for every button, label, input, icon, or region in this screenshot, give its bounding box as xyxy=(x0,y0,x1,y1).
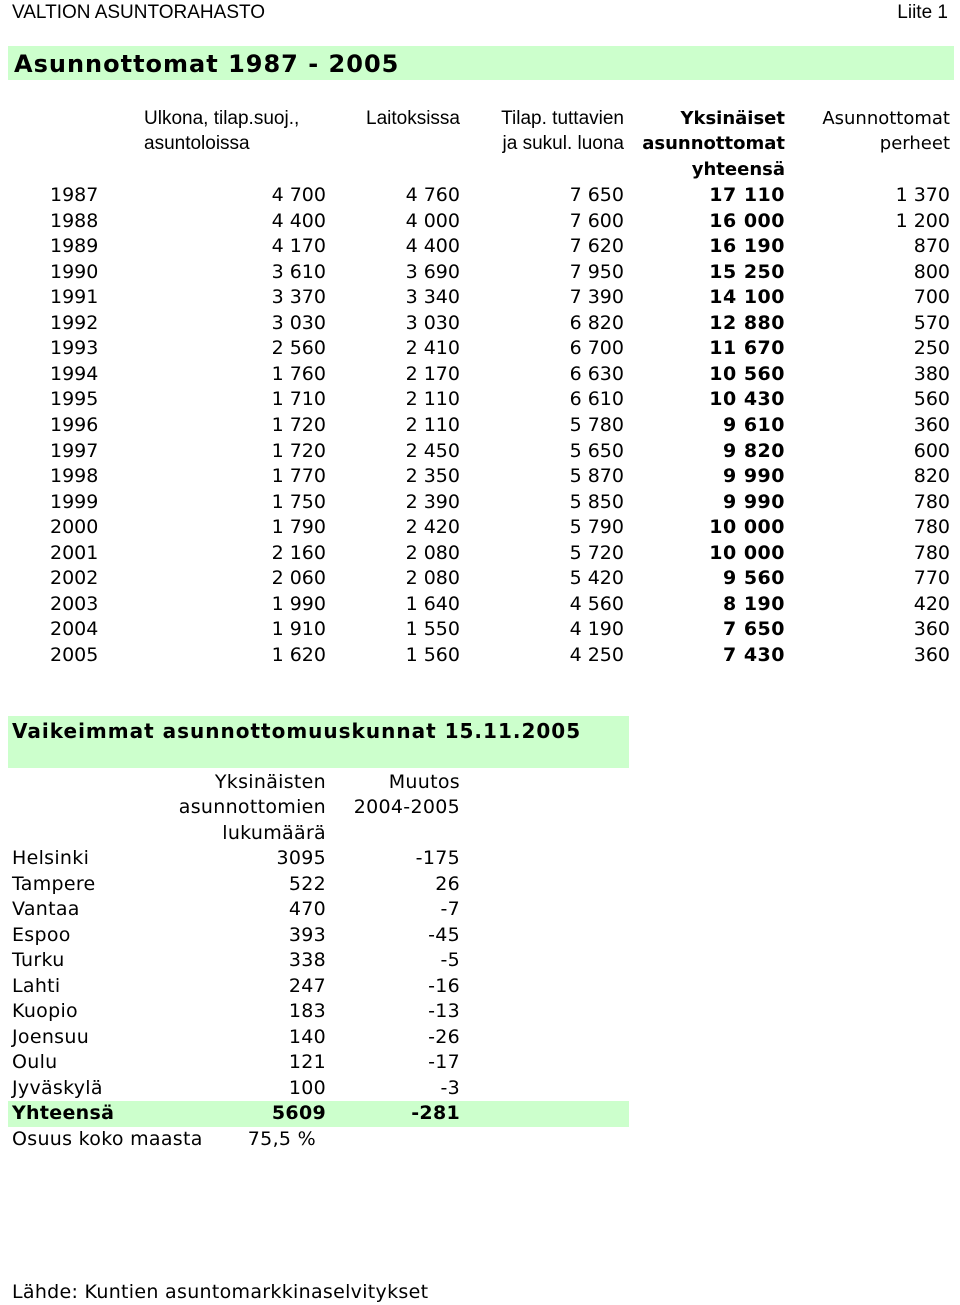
year-cell: 1998 xyxy=(50,465,99,488)
change-cell: -13 xyxy=(428,1000,460,1022)
count-cell: 522 xyxy=(288,872,326,895)
col-relatives-line2: ja sukul. luona xyxy=(502,133,624,154)
single-total-cell: 15 250 xyxy=(709,260,785,283)
col-count-line1: Yksinäisten xyxy=(214,771,326,793)
outdoors-cell: 1 710 xyxy=(271,388,326,411)
table-row xyxy=(0,516,960,541)
year-cell: 2005 xyxy=(50,643,99,666)
institutions-cell: 2 350 xyxy=(405,465,460,488)
families-cell: 380 xyxy=(913,362,950,385)
outdoors-cell: 1 990 xyxy=(271,592,326,615)
relatives-cell: 4 560 xyxy=(569,592,624,615)
institutions-cell: 4 000 xyxy=(405,209,460,232)
table-row xyxy=(0,542,960,567)
list-item xyxy=(0,1051,640,1076)
list-item xyxy=(0,1026,640,1051)
count-cell: 3095 xyxy=(276,847,326,869)
organization-name: VALTION ASUNTORAHASTO xyxy=(12,2,266,23)
families-cell: 780 xyxy=(913,490,950,513)
relatives-cell: 5 870 xyxy=(569,465,624,488)
col-single-line3: yhteensä xyxy=(691,159,785,180)
table-row xyxy=(0,210,960,235)
relatives-cell: 5 790 xyxy=(569,516,624,539)
change-cell: -45 xyxy=(428,923,460,946)
city-cell: Jyväskylä xyxy=(12,1076,103,1099)
col-single-line1: Yksinäiset xyxy=(680,108,785,129)
institutions-cell: 3 690 xyxy=(405,260,460,283)
relatives-cell: 7 390 xyxy=(569,286,624,309)
single-total-cell: 9 820 xyxy=(723,439,785,462)
city-cell: Lahti xyxy=(12,974,61,997)
outdoors-cell: 1 750 xyxy=(271,490,326,513)
families-cell: 700 xyxy=(913,286,950,309)
count-cell: 247 xyxy=(288,974,326,997)
outdoors-cell: 1 620 xyxy=(271,643,326,666)
families-cell: 360 xyxy=(913,643,950,666)
table-row xyxy=(0,567,960,592)
change-cell: -5 xyxy=(440,949,460,971)
total-label: Yhteensä xyxy=(12,1102,115,1124)
single-total-cell: 16 190 xyxy=(709,235,785,258)
table1-title: Asunnottomat 1987 - 2005 xyxy=(14,50,400,78)
institutions-cell: 4 760 xyxy=(405,184,460,206)
institutions-cell: 2 080 xyxy=(405,567,460,590)
single-total-cell: 7 430 xyxy=(723,643,785,666)
city-cell: Joensuu xyxy=(12,1025,90,1048)
col-outdoors-line1: Ulkona, tilap.suoj., xyxy=(144,108,300,129)
relatives-cell: 7 600 xyxy=(569,209,624,232)
families-cell: 250 xyxy=(913,337,950,360)
relatives-cell: 6 630 xyxy=(569,362,624,385)
change-cell: -175 xyxy=(415,847,460,869)
table-row xyxy=(0,618,960,643)
share-label: Osuus koko maasta xyxy=(12,1128,203,1150)
table-row xyxy=(0,312,960,337)
relatives-cell: 6 820 xyxy=(569,311,624,334)
list-item xyxy=(0,898,640,923)
relatives-cell: 5 780 xyxy=(569,413,624,436)
outdoors-cell: 2 560 xyxy=(271,337,326,360)
outdoors-cell: 4 170 xyxy=(271,235,326,258)
institutions-cell: 2 390 xyxy=(405,490,460,513)
institutions-cell: 2 110 xyxy=(405,413,460,436)
city-cell: Oulu xyxy=(12,1051,58,1073)
single-total-cell: 16 000 xyxy=(709,209,785,232)
institutions-cell: 2 410 xyxy=(405,337,460,360)
relatives-cell: 6 700 xyxy=(569,337,624,360)
families-cell: 360 xyxy=(913,413,950,436)
relatives-cell: 7 620 xyxy=(569,235,624,258)
single-total-cell: 11 670 xyxy=(709,337,785,360)
families-cell: 600 xyxy=(913,439,950,462)
table-row xyxy=(0,235,960,260)
col-change-line1: Muutos xyxy=(388,771,460,793)
single-total-cell: 7 650 xyxy=(723,618,785,641)
single-total-cell: 10 000 xyxy=(709,516,785,539)
relatives-cell: 5 420 xyxy=(569,567,624,590)
change-cell: -17 xyxy=(428,1051,460,1073)
relatives-cell: 7 650 xyxy=(569,184,624,206)
outdoors-cell: 4 700 xyxy=(271,184,326,206)
single-total-cell: 8 190 xyxy=(723,592,785,615)
outdoors-cell: 1 760 xyxy=(271,362,326,385)
families-cell: 570 xyxy=(913,311,950,334)
outdoors-cell: 3 030 xyxy=(271,311,326,334)
list-item xyxy=(0,924,640,949)
families-cell: 820 xyxy=(913,465,950,488)
source-note: Lähde: Kuntien asuntomarkkinaselvitykset xyxy=(12,1281,429,1303)
families-cell: 420 xyxy=(913,592,950,615)
families-cell: 1 200 xyxy=(895,209,950,232)
single-total-cell: 10 000 xyxy=(709,541,785,564)
year-cell: 1999 xyxy=(50,490,99,513)
col-outdoors-line2: asuntoloissa xyxy=(144,133,250,154)
year-cell: 2000 xyxy=(50,516,99,539)
single-total-cell: 9 560 xyxy=(723,567,785,590)
year-cell: 1996 xyxy=(50,413,99,436)
families-cell: 780 xyxy=(913,541,950,564)
col-single-line2: asunnottomat xyxy=(642,133,785,154)
relatives-cell: 5 650 xyxy=(569,439,624,462)
change-cell: -26 xyxy=(428,1025,460,1048)
single-total-cell: 10 560 xyxy=(709,362,785,385)
relatives-cell: 6 610 xyxy=(569,388,624,411)
year-cell: 1991 xyxy=(50,286,99,309)
table-row xyxy=(0,465,960,490)
single-total-cell: 9 990 xyxy=(723,465,785,488)
relatives-cell: 4 250 xyxy=(569,643,624,666)
institutions-cell: 1 640 xyxy=(405,592,460,615)
col-relatives-line1: Tilap. tuttavien xyxy=(501,108,624,129)
table-row xyxy=(0,644,960,669)
list-item xyxy=(0,1077,640,1102)
year-cell: 1988 xyxy=(50,209,99,232)
change-cell: -3 xyxy=(440,1076,460,1099)
outdoors-cell: 3 370 xyxy=(271,286,326,309)
year-cell: 1992 xyxy=(50,311,99,334)
table-row xyxy=(0,593,960,618)
city-cell: Vantaa xyxy=(12,898,80,920)
col-count-line3: lukumäärä xyxy=(222,822,326,844)
families-cell: 1 370 xyxy=(895,184,950,206)
families-cell: 560 xyxy=(913,388,950,411)
institutions-cell: 3 030 xyxy=(405,311,460,334)
list-item xyxy=(0,1000,640,1025)
col-families-line2: perheet xyxy=(879,133,950,154)
city-cell: Helsinki xyxy=(12,847,90,869)
relatives-cell: 7 950 xyxy=(569,260,624,283)
single-total-cell: 17 110 xyxy=(709,184,785,206)
count-cell: 140 xyxy=(288,1025,326,1048)
list-item xyxy=(0,873,640,898)
outdoors-cell: 1 910 xyxy=(271,618,326,641)
col-institutions-line1: Laitoksissa xyxy=(366,108,460,129)
total-count: 5609 xyxy=(271,1102,326,1124)
count-cell: 393 xyxy=(288,923,326,946)
institutions-cell: 1 550 xyxy=(405,618,460,641)
institutions-cell: 2 420 xyxy=(405,516,460,539)
single-total-cell: 9 990 xyxy=(723,490,785,513)
count-cell: 470 xyxy=(288,898,326,920)
outdoors-cell: 3 610 xyxy=(271,260,326,283)
outdoors-cell: 1 720 xyxy=(271,413,326,436)
single-total-cell: 9 610 xyxy=(723,413,785,436)
institutions-cell: 1 560 xyxy=(405,643,460,666)
year-cell: 1993 xyxy=(50,337,99,360)
single-total-cell: 14 100 xyxy=(709,286,785,309)
families-cell: 870 xyxy=(913,235,950,258)
city-cell: Kuopio xyxy=(12,1000,78,1022)
list-item xyxy=(0,847,640,872)
city-cell: Tampere xyxy=(12,872,96,895)
year-cell: 2003 xyxy=(50,592,99,615)
institutions-cell: 2 450 xyxy=(405,439,460,462)
outdoors-cell: 2 060 xyxy=(271,567,326,590)
change-cell: 26 xyxy=(435,872,460,895)
year-cell: 2001 xyxy=(50,541,99,564)
count-cell: 100 xyxy=(288,1076,326,1099)
institutions-cell: 3 340 xyxy=(405,286,460,309)
institutions-cell: 4 400 xyxy=(405,235,460,258)
single-total-cell: 10 430 xyxy=(709,388,785,411)
col-families-line1: Asunnottomat xyxy=(822,108,950,129)
outdoors-cell: 1 720 xyxy=(271,439,326,462)
year-cell: 2004 xyxy=(50,618,99,641)
table-row xyxy=(0,286,960,311)
table-row xyxy=(0,491,960,516)
year-cell: 1997 xyxy=(50,439,99,462)
families-cell: 770 xyxy=(913,567,950,590)
relatives-cell: 5 720 xyxy=(569,541,624,564)
table-row xyxy=(0,440,960,465)
year-cell: 1995 xyxy=(50,388,99,411)
total-row xyxy=(0,1102,640,1127)
table-row xyxy=(0,388,960,413)
city-cell: Espoo xyxy=(12,923,71,946)
total-change: -281 xyxy=(411,1102,460,1124)
relatives-cell: 4 190 xyxy=(569,618,624,641)
year-cell: 1987 xyxy=(50,184,99,206)
relatives-cell: 5 850 xyxy=(569,490,624,513)
count-cell: 121 xyxy=(288,1051,326,1073)
institutions-cell: 2 170 xyxy=(405,362,460,385)
outdoors-cell: 4 400 xyxy=(271,209,326,232)
table-row xyxy=(0,363,960,388)
outdoors-cell: 1 770 xyxy=(271,465,326,488)
table-row xyxy=(0,184,960,209)
table-row xyxy=(0,414,960,439)
attachment-label: Liite 1 xyxy=(897,2,948,23)
list-item xyxy=(0,949,640,974)
outdoors-cell: 2 160 xyxy=(271,541,326,564)
year-cell: 2002 xyxy=(50,567,99,590)
col-change-line2: 2004-2005 xyxy=(353,796,460,818)
institutions-cell: 2 080 xyxy=(405,541,460,564)
year-cell: 1990 xyxy=(50,260,99,283)
families-cell: 360 xyxy=(913,618,950,641)
table-row xyxy=(0,337,960,362)
list-item xyxy=(0,975,640,1000)
count-cell: 338 xyxy=(288,949,326,971)
year-cell: 1994 xyxy=(50,362,99,385)
outdoors-cell: 1 790 xyxy=(271,516,326,539)
col-count-line2: asunnottomien xyxy=(178,796,326,818)
table2-title: Vaikeimmat asunnottomuuskunnat 15.11.2005 xyxy=(12,719,582,743)
count-cell: 183 xyxy=(288,1000,326,1022)
families-cell: 780 xyxy=(913,516,950,539)
institutions-cell: 2 110 xyxy=(405,388,460,411)
single-total-cell: 12 880 xyxy=(709,311,785,334)
families-cell: 800 xyxy=(913,260,950,283)
city-cell: Turku xyxy=(12,949,65,971)
year-cell: 1989 xyxy=(50,235,99,258)
table-row xyxy=(0,261,960,286)
share-value: 75,5 % xyxy=(247,1128,316,1150)
change-cell: -16 xyxy=(428,974,460,997)
change-cell: -7 xyxy=(440,898,460,920)
